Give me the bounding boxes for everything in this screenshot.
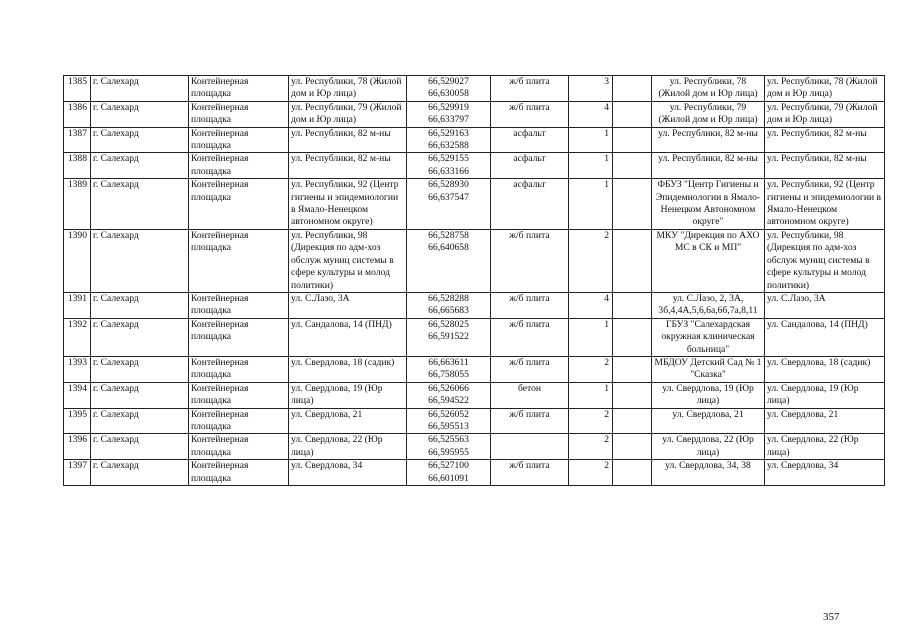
latitude: 66,527100 <box>428 460 469 472</box>
longitude: 66,665683 <box>428 305 469 317</box>
address-cell: ул. Свердлова, 19 (Юр лица) <box>289 382 407 408</box>
owner-cell: ул. С.Лазо, 2, 3А, 3б,4,4А,5,6,6а,6б,7а,8,11 <box>652 292 765 318</box>
container-count-cell: 1 <box>569 382 613 408</box>
longitude: 66,595513 <box>428 420 469 432</box>
coordinates-cell <box>407 434 491 460</box>
owner-cell: ул. Свердлова, 21 <box>652 408 765 434</box>
table-row <box>64 101 885 127</box>
container-count-cell: 4 <box>569 292 613 318</box>
coordinates-cell <box>407 179 491 230</box>
owner-cell: ул. Республики, 78 (Жилой дом и Юр лица) <box>652 76 765 102</box>
waste-source-cell: ул. Республики, 98 (Дирекция по адм-хоз обслуж муниц системы в сфере культуры и молод политики) <box>765 229 885 292</box>
longitude: 66,601091 <box>428 472 469 484</box>
surface-cell: асфальт <box>491 153 569 179</box>
surface-cell: ж/б плита <box>491 408 569 434</box>
latitude: 66,528288 <box>428 292 469 304</box>
site-type-cell: Контейнерная площадка <box>189 229 289 292</box>
volume-cell <box>613 318 652 356</box>
owner-cell: ул. Свердлова, 19 (Юр лица) <box>652 382 765 408</box>
owner-cell: ГБУЗ "Салехардская окружная клиническая больница" <box>652 318 765 356</box>
container-count-cell: 2 <box>569 460 613 486</box>
owner-cell: МКУ "Дирекция по АХО МС в СК и МП" <box>652 229 765 292</box>
site-type-cell: Контейнерная площадка <box>189 460 289 486</box>
table-row <box>64 179 885 230</box>
surface-cell: асфальт <box>491 179 569 230</box>
site-type-cell: Контейнерная площадка <box>189 318 289 356</box>
longitude: 66,633797 <box>428 114 469 126</box>
volume-cell <box>613 434 652 460</box>
table-row <box>64 229 885 292</box>
address-cell: ул. Республики, 82 м-ны <box>289 127 407 153</box>
coordinates-cell <box>407 292 491 318</box>
row-number: 1394 <box>64 382 91 408</box>
waste-source-cell: ул. Республики, 92 (Центр гигиены и эпидемиологии в Ямало-Ненецком автономном округе) <box>765 179 885 230</box>
coordinates-cell <box>407 318 491 356</box>
site-type-cell: Контейнерная площадка <box>189 153 289 179</box>
container-count-cell: 3 <box>569 76 613 102</box>
owner-cell: ул. Свердлова, 34, 38 <box>652 460 765 486</box>
site-type-cell: Контейнерная площадка <box>189 408 289 434</box>
waste-source-cell: ул. Свердлова, 19 (Юр лица) <box>765 382 885 408</box>
address-cell: ул. Сандалова, 14 (ПНД) <box>289 318 407 356</box>
container-count-cell: 2 <box>569 408 613 434</box>
volume-cell <box>613 179 652 230</box>
latitude: 66,525563 <box>428 434 469 446</box>
site-type-cell: Контейнерная площадка <box>189 127 289 153</box>
table-row <box>64 318 885 356</box>
site-type-cell: Контейнерная площадка <box>189 382 289 408</box>
row-number: 1390 <box>64 229 91 292</box>
site-type-cell: Контейнерная площадка <box>189 434 289 460</box>
address-cell: ул. Свердлова, 21 <box>289 408 407 434</box>
latitude: 66,526052 <box>428 408 469 420</box>
row-number: 1388 <box>64 153 91 179</box>
table-row <box>64 153 885 179</box>
surface-cell <box>491 434 569 460</box>
city-cell: г. Салехард <box>91 356 189 382</box>
container-count-cell: 2 <box>569 229 613 292</box>
coordinates-cell <box>407 229 491 292</box>
surface-cell: ж/б плита <box>491 76 569 102</box>
owner-cell: ул. Республики, 82 м-ны <box>652 127 765 153</box>
volume-cell <box>613 382 652 408</box>
page-number: 357 <box>823 611 840 623</box>
city-cell: г. Салехард <box>91 127 189 153</box>
latitude: 66,528025 <box>428 318 469 330</box>
volume-cell <box>613 127 652 153</box>
city-cell: г. Салехард <box>91 179 189 230</box>
row-number: 1389 <box>64 179 91 230</box>
city-cell: г. Салехард <box>91 434 189 460</box>
volume-cell <box>613 153 652 179</box>
longitude: 66,758055 <box>428 369 469 381</box>
coordinates-cell <box>407 153 491 179</box>
volume-cell <box>613 356 652 382</box>
city-cell: г. Салехард <box>91 292 189 318</box>
table-row <box>64 408 885 434</box>
address-cell: ул. Свердлова, 34 <box>289 460 407 486</box>
owner-cell: МБДОУ Детский Сад № 1 "Сказка" <box>652 356 765 382</box>
table-row <box>64 76 885 102</box>
coordinates-cell <box>407 101 491 127</box>
address-cell: ул. С.Лазо, 3А <box>289 292 407 318</box>
site-type-cell: Контейнерная площадка <box>189 101 289 127</box>
waste-source-cell: ул. С.Лазо, 3А <box>765 292 885 318</box>
longitude: 66,640658 <box>428 242 469 254</box>
container-count-cell: 1 <box>569 153 613 179</box>
latitude: 66,529919 <box>428 101 469 113</box>
row-number: 1397 <box>64 460 91 486</box>
owner-cell: ул. Свердлова, 22 (Юр лица) <box>652 434 765 460</box>
container-count-cell: 1 <box>569 179 613 230</box>
city-cell: г. Салехард <box>91 229 189 292</box>
coordinates-cell <box>407 76 491 102</box>
waste-source-cell: ул. Республики, 79 (Жилой дом и Юр лица) <box>765 101 885 127</box>
city-cell: г. Салехард <box>91 101 189 127</box>
volume-cell <box>613 101 652 127</box>
waste-source-cell: ул. Республики, 82 м-ны <box>765 127 885 153</box>
longitude: 66,595955 <box>428 446 469 458</box>
row-number: 1385 <box>64 76 91 102</box>
container-count-cell: 2 <box>569 434 613 460</box>
waste-source-cell: ул. Свердлова, 22 (Юр лица) <box>765 434 885 460</box>
table-row <box>64 127 885 153</box>
city-cell: г. Салехард <box>91 76 189 102</box>
table-row <box>64 382 885 408</box>
latitude: 66,526066 <box>428 382 469 394</box>
address-cell: ул. Свердлова, 22 (Юр лица) <box>289 434 407 460</box>
latitude: 66,528758 <box>428 229 469 241</box>
site-type-cell: Контейнерная площадка <box>189 76 289 102</box>
coordinates-cell <box>407 408 491 434</box>
address-cell: ул. Республики, 92 (Центр гигиены и эпидемиологии в Ямало-Ненецком автономном округе) <box>289 179 407 230</box>
latitude: 66,529155 <box>428 153 469 165</box>
surface-cell: ж/б плита <box>491 292 569 318</box>
longitude: 66,630058 <box>428 88 469 100</box>
address-cell: ул. Свердлова, 18 (садик) <box>289 356 407 382</box>
waste-source-cell: ул. Свердлова, 21 <box>765 408 885 434</box>
coordinates-cell <box>407 382 491 408</box>
row-number: 1392 <box>64 318 91 356</box>
latitude: 66,529163 <box>428 127 469 139</box>
volume-cell <box>613 460 652 486</box>
city-cell: г. Салехард <box>91 318 189 356</box>
container-count-cell: 1 <box>569 127 613 153</box>
longitude: 66,632588 <box>428 140 469 152</box>
container-count-cell: 4 <box>569 101 613 127</box>
row-number: 1395 <box>64 408 91 434</box>
row-number: 1396 <box>64 434 91 460</box>
longitude: 66,594522 <box>428 395 469 407</box>
latitude: 66,663611 <box>428 356 469 368</box>
surface-cell: асфальт <box>491 127 569 153</box>
city-cell: г. Салехард <box>91 408 189 434</box>
row-number: 1387 <box>64 127 91 153</box>
owner-cell: ул. Республики, 79 (Жилой дом и Юр лица) <box>652 101 765 127</box>
table-body <box>64 76 885 486</box>
surface-cell: ж/б плита <box>491 318 569 356</box>
coordinates-cell <box>407 356 491 382</box>
table-row <box>64 460 885 486</box>
waste-source-cell: ул. Сандалова, 14 (ПНД) <box>765 318 885 356</box>
waste-source-cell: ул. Республики, 78 (Жилой дом и Юр лица) <box>765 76 885 102</box>
container-count-cell: 1 <box>569 318 613 356</box>
table-row <box>64 292 885 318</box>
address-cell: ул. Республики, 98 (Дирекция по адм-хоз обслуж муниц системы в сфере культуры и молод политики) <box>289 229 407 292</box>
table-row <box>64 434 885 460</box>
longitude: 66,637547 <box>428 191 469 203</box>
surface-cell: ж/б плита <box>491 356 569 382</box>
owner-cell: ФБУЗ "Центр Гигиены и Эпидемиологии в Ямало-Ненецком Автономном округе" <box>652 179 765 230</box>
address-cell: ул. Республики, 82 м-ны <box>289 153 407 179</box>
waste-source-cell: ул. Свердлова, 34 <box>765 460 885 486</box>
waste-source-cell: ул. Республики, 82 м-ны <box>765 153 885 179</box>
waste-source-cell: ул. Свердлова, 18 (садик) <box>765 356 885 382</box>
site-type-cell: Контейнерная площадка <box>189 356 289 382</box>
owner-cell: ул. Республики, 82 м-ны <box>652 153 765 179</box>
city-cell: г. Салехард <box>91 460 189 486</box>
city-cell: г. Салехард <box>91 382 189 408</box>
volume-cell <box>613 292 652 318</box>
table-row <box>64 356 885 382</box>
surface-cell: ж/б плита <box>491 101 569 127</box>
surface-cell: ж/б плита <box>491 460 569 486</box>
address-cell: ул. Республики, 78 (Жилой дом и Юр лица) <box>289 76 407 102</box>
row-number: 1391 <box>64 292 91 318</box>
longitude: 66,591522 <box>428 331 469 343</box>
site-type-cell: Контейнерная площадка <box>189 179 289 230</box>
volume-cell <box>613 408 652 434</box>
volume-cell <box>613 229 652 292</box>
coordinates-cell <box>407 127 491 153</box>
volume-cell <box>613 76 652 102</box>
container-count-cell: 2 <box>569 356 613 382</box>
site-type-cell: Контейнерная площадка <box>189 292 289 318</box>
surface-cell: бетон <box>491 382 569 408</box>
latitude: 66,528930 <box>428 179 469 191</box>
row-number: 1393 <box>64 356 91 382</box>
coordinates-cell <box>407 460 491 486</box>
address-cell: ул. Республики, 79 (Жилой дом и Юр лица) <box>289 101 407 127</box>
registry-table <box>63 75 885 486</box>
row-number: 1386 <box>64 101 91 127</box>
city-cell: г. Салехард <box>91 153 189 179</box>
surface-cell: ж/б плита <box>491 229 569 292</box>
longitude: 66,633166 <box>428 165 469 177</box>
latitude: 66,529027 <box>428 76 469 87</box>
